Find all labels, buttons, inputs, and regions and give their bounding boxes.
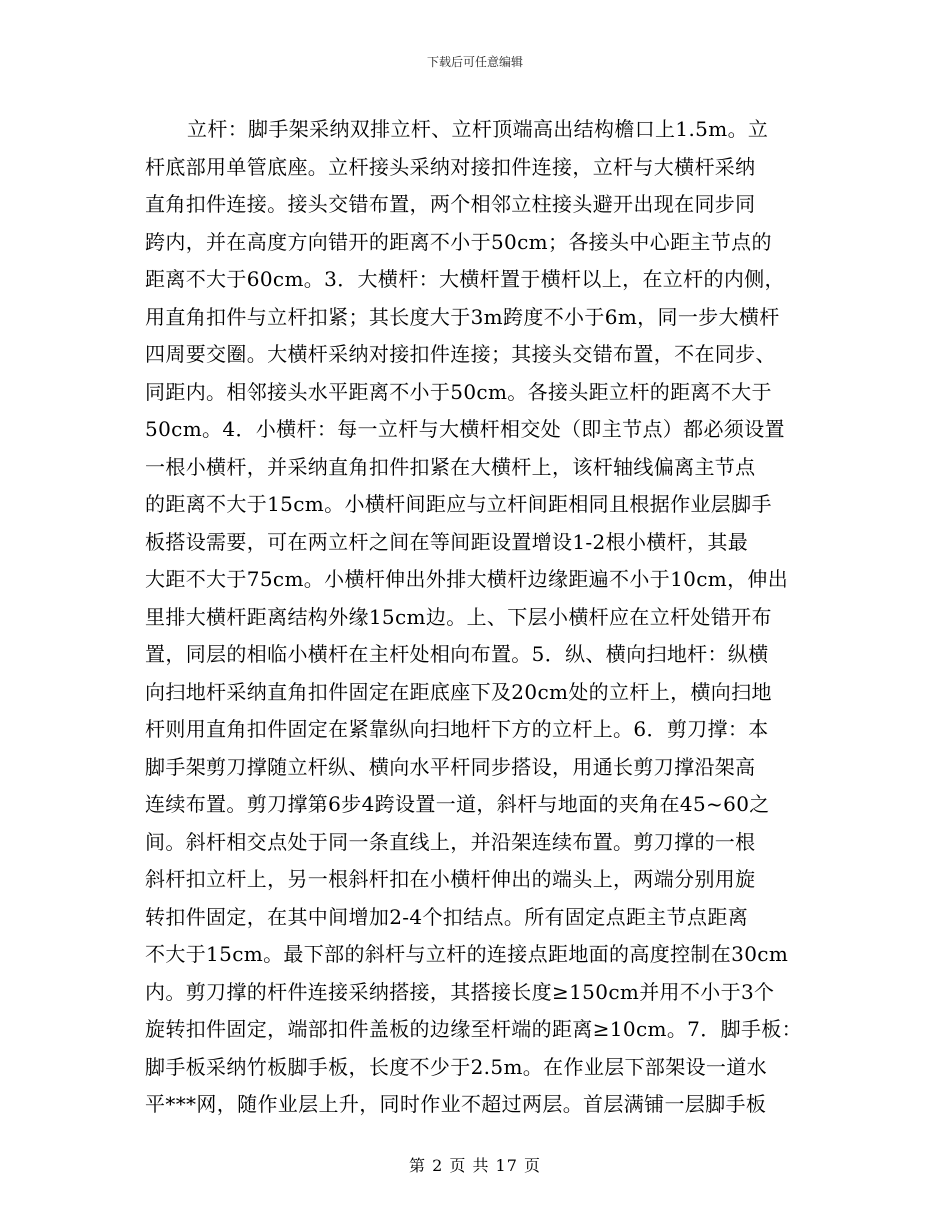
text-line: 斜杆扣立杆上，另一根斜杆扣在小横杆伸出的端头上，两端分别用旋 [145,867,756,891]
text-line: 大距不大于75cm。小横杆伸出外排大横杆边缘距遍不小于10cm，伸出 [145,567,789,591]
text-line: 的距离不大于15cm。小横杆间距应与立杆间距相同且根据作业层脚手 [145,492,772,516]
text-line: 四周要交圈。大横杆采纳对接扣件连接；其接头交错布置，不在同步、 [145,342,776,366]
text-line: 用直角扣件与立杆扣紧；其长度大于3m跨度不小于6m，同一步大横杆 [145,304,780,329]
text-line: 脚手架剪刀撑随立杆纵、横向水平杆同步搭设，用通长剪刀撑沿架高 [145,754,756,779]
text-line: 转扣件固定，在其中间增加2-4个扣结点。所有固定点距主节点距离 [145,904,749,929]
text-line: 跨内，并在高度方向错开的距离不小于50cm；各接头中心距主节点的 [145,229,772,254]
text-line: 一根小横杆，并采纳直角扣件扣紧在大横杆上，该杆轴线偏离主节点 [145,454,756,479]
text-line: 脚手板采纳竹板脚手板，长度不少于2.5m。在作业层下部架设一道水 [145,1054,767,1079]
text-line: 里排大横杆距离结构外缘15cm边。上、下层小横杆应在立杆处错开布 [145,604,772,629]
text-line: 置，同层的相临小横杆在主杆处相向布置。5．纵、横向扫地杆：纵横 [145,642,769,666]
document-body [145,111,805,1124]
page-number: 第 2 页 共 17 页 [409,1156,541,1175]
text-line: 连续布置。剪刀撑第6步4跨设置一道，斜杆与地面的夹角在45~60之 [145,792,770,816]
text-line: 50cm。4．小横杆：每一立杆与大横杆相交处（即主节点）都必须设置 [145,417,785,441]
text-line: 平***网，随作业层上升，同时作业不超过两层。首层满铺一层脚手板 [145,1092,767,1116]
text-line: 杆底部用单管底座。立杆接头采纳对接扣件连接，立杆与大横杆采纳 [145,154,756,179]
page-header: 下载后可任意编辑 [426,55,523,69]
text-line: 距离不大于60cm。3．大横杆：大横杆置于横杆以上，在立杆的内侧， [145,267,785,291]
text-line: 内。剪刀撑的杆件连接采纳搭接，其搭接长度≥150cm并用不小于3个 [145,979,775,1004]
text-line: 杆则用直角扣件固定在紧靠纵向扫地杆下方的立杆上。6．剪刀撑：本 [145,717,769,741]
text-line: 间。斜杆相交点处于同一条直线上，并沿架连续布置。剪刀撑的一根 [145,829,756,854]
text-line: 板搭设需要，可在两立杆之间在等间距设置增设1-2根小横杆，其最 [145,529,749,554]
text-line: 同距内。相邻接头水平距离不小于50cm。各接头距立杆的距离不大于 [145,379,772,404]
text-line: 不大于15cm。最下部的斜杆与立杆的连接点距地面的高度控制在30cm [145,942,789,966]
text-line: 旋转扣件固定，端部扣件盖板的边缘至杆端的距离≥10cm。7．脚手板： [145,1017,802,1041]
text-line: 向扫地杆采纳直角扣件固定在距底座下及20cm处的立杆上，横向扫地 [145,679,772,704]
text-line: 直角扣件连接。接头交错布置，两个相邻立柱接头避开出现在同步同 [145,192,756,216]
text-line: 立杆：脚手架采纳双排立杆、立杆顶端高出结构檐口上1.5m。立 [187,117,769,141]
